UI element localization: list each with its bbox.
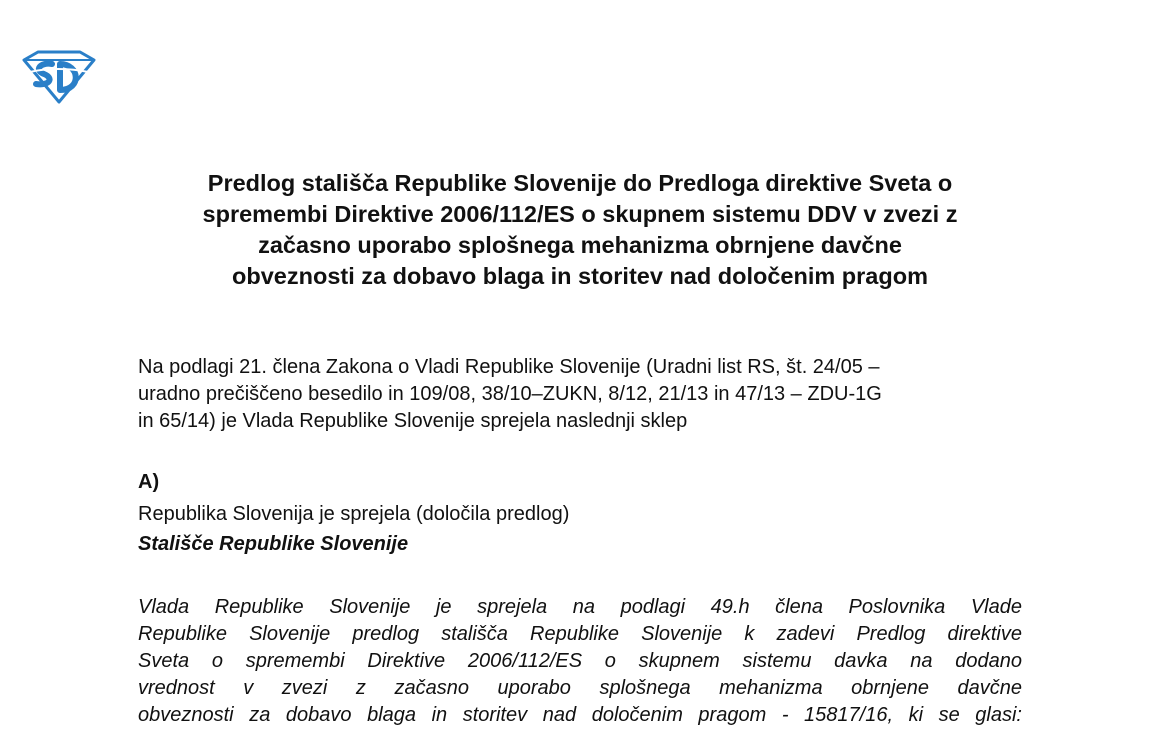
title-line: Predlog stališča Republike Slovenije do Predloga direktive Sveta o	[207, 170, 953, 196]
adopted-line: Republika Slovenija je sprejela (določila predlog)	[138, 503, 570, 525]
section-label: A)	[138, 471, 160, 493]
sd-diamond-logo-icon	[22, 50, 96, 104]
intro-line: in 65/14) je Vlada Republike Slovenije sprejela naslednji sklep	[138, 410, 688, 432]
organization-logo	[22, 50, 96, 104]
body-line: obveznosti za dobavo blaga in storitev nad določenim pragom - 15817/16, ki se glasi:	[138, 704, 1022, 726]
body-line: Vlada Republike Slovenije je sprejela na podlagi 49.h člena Poslovnika Vlade	[138, 596, 1022, 618]
title-line: začasno uporabo splošnega mehanizma obrnjene davčne	[258, 232, 902, 258]
body-line: vrednost v zvezi z začasno uporabo splošnega mehanizma obrnjene davčne	[138, 677, 1022, 699]
title-line: obveznosti za dobavo blaga in storitev nad določenim pragom	[232, 263, 928, 289]
title-line: spremembi Direktive 2006/112/ES o skupnem sistemu DDV v zvezi z	[202, 201, 958, 227]
intro-paragraph	[138, 354, 1022, 435]
intro-line: Na podlagi 21. člena Zakona o Vladi Republike Slovenije (Uradni list RS, št. 24/05 –	[138, 356, 880, 378]
document-title	[100, 168, 1060, 292]
body-line: Republike Slovenije predlog stališča Republike Slovenije k zadevi Predlog direktive	[138, 623, 1022, 645]
stance-heading: Stališče Republike Slovenije	[138, 533, 409, 555]
stance-body-paragraph	[138, 594, 1022, 729]
body-line: Sveta o spremembi Direktive 2006/112/ES o skupnem sistemu davka na dodano	[138, 650, 1022, 672]
intro-line: uradno prečiščeno besedilo in 109/08, 38/10–ZUKN, 8/12, 21/13 in 47/13 – ZDU-1G	[138, 383, 882, 405]
